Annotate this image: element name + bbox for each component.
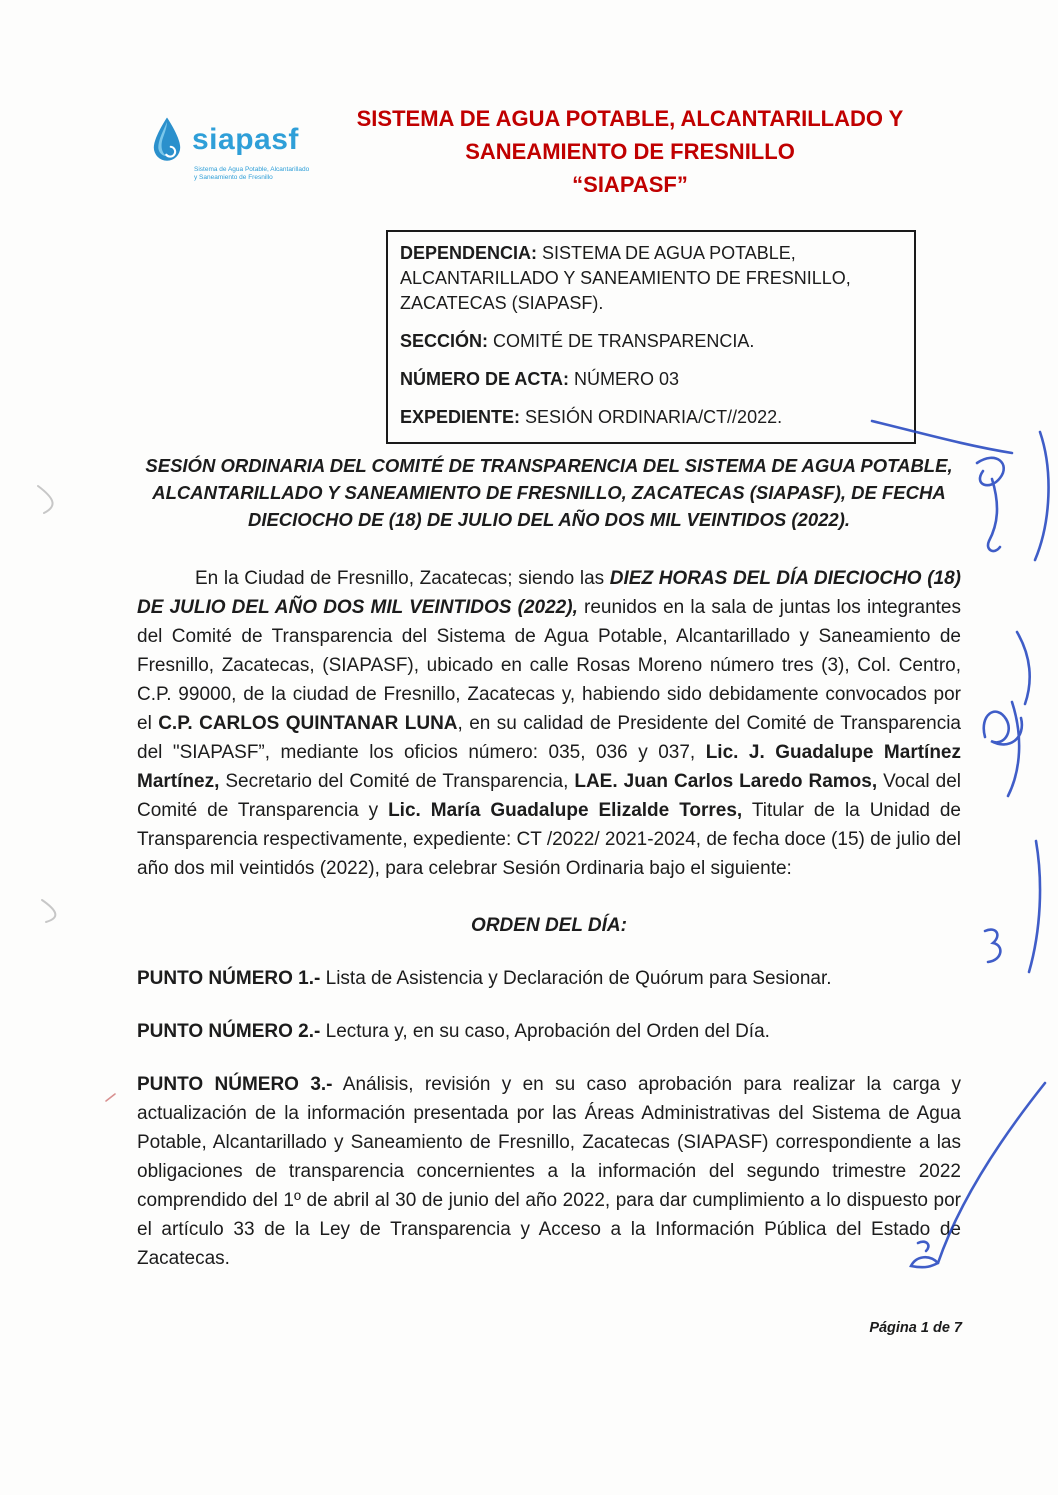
- agenda-item-1: [137, 964, 961, 993]
- field-label-expediente: EXPEDIENTE:: [400, 407, 521, 427]
- siapasf-logo: [148, 116, 338, 182]
- info-row-expediente: [400, 405, 902, 430]
- paragraph-run: Vocal del Comité de Transparencia y: [137, 771, 961, 821]
- logo-tagline-line2: y Saneamiento de Fresnillo: [194, 174, 273, 181]
- field-value-seccion: COMITÉ DE TRANSPARENCIA.: [488, 331, 755, 351]
- title-line-1: SISTEMA DE AGUA POTABLE, ALCANTARILLADO Y: [356, 106, 904, 131]
- paragraph-run-titular: Lic. María Guadalupe Elizalde Torres,: [388, 800, 743, 821]
- paragraph-run: , en su calidad de Presidente del Comité de Transparencia del "SIAPASF”, mediante los oficios número: 035, 036 y 037,: [137, 713, 961, 763]
- paragraph-run-secretario: Lic. J. Guadalupe Martínez Martínez,: [137, 742, 962, 792]
- agenda-item-2: [137, 1017, 961, 1046]
- page-number: Página 1 de 7: [869, 1320, 962, 1336]
- logo-tagline-line1: Sistema de Agua Potable, Alcantarillado: [194, 166, 310, 173]
- logo-wordmark: siapasf: [192, 123, 299, 156]
- title-line-2: SANEAMIENTO DE FRESNILLO: [465, 139, 795, 164]
- paragraph-run: Titular de la Unidad de Transparencia respectivamente, expediente: CT /2022/ 2021-2024, de fecha doce (15) de julio del año dos mil veintidós (2022), para celebrar Sesión Ordinaria bajo el siguiente:: [137, 800, 961, 879]
- document-title: [320, 102, 940, 201]
- session-heading: SESIÓN ORDINARIA DEL COMITÉ DE TRANSPARENCIA DEL SISTEMA DE AGUA POTABLE, ALCANTARILLADO Y SANEAMIENTO DE FRESNILLO, ZACATECAS (SIAPASF), DE FECHA DIECIOCHO DE (18) DE JULIO DEL AÑO DOS MIL VEINTIDOS (2022).: [145, 455, 953, 530]
- paragraph-run: Secretario del Comité de Transparencia,: [219, 771, 575, 792]
- field-value-expediente: SESIÓN ORDINARIA/CT//2022.: [520, 407, 783, 427]
- info-row-dependencia: [400, 241, 902, 316]
- logo-tagline: [194, 166, 338, 182]
- info-row-numero-acta: [400, 367, 902, 392]
- field-label-seccion: SECCIÓN:: [400, 331, 489, 351]
- paragraph-run: En la Ciudad de Fresnillo, Zacatecas; siendo las: [195, 568, 610, 589]
- agenda-item-3-text: Análisis, revisión y en su caso aprobación para realizar la carga y actualización de la información presentada por las Áreas Administrativas del Sistema de Agua Potable, Alcantarillado y Saneamiento de Fresnillo, Zacatecas (SIAPASF) correspondiente a las obligaciones de transparencia concernientes a la información del segundo trimestre 2022 comprendido del 1º de abril al 30 de junio del año 2022, para dar cumplimiento a lo dispuesto por el artículo 33 de la Ley de Transparencia y Acceso a la Información Pública del Estado de Zacatecas.: [137, 1074, 961, 1269]
- paragraph-run-vocal: LAE. Juan Carlos Laredo Ramos,: [574, 771, 878, 792]
- scan-artifacts: [38, 486, 55, 922]
- paragraph-run: reunidos en la sala de juntas los integrantes del Comité de Transparencia del Sistema de Agua Potable, Alcantarillado y Saneamiento de Fresnillo, Zacatecas, (SIAPASF), ubicado en calle Rosas Moreno número tres (3), Col. Centro, C.P. 99000, de la ciudad de Fresnillo, Zacatecas y, habiendo sido debidamente convocados por el: [137, 597, 961, 734]
- opening-paragraph: [137, 564, 961, 883]
- agenda-item-1-text: Lista de Asistencia y Declaración de Quórum para Sesionar.: [320, 968, 832, 989]
- orden-del-dia-heading: ORDEN DEL DÍA:: [471, 915, 627, 936]
- pen-tick-mark: [106, 1094, 115, 1101]
- title-line-3: “SIAPASF”: [572, 172, 688, 197]
- field-label-numero-acta: NÚMERO DE ACTA:: [400, 369, 569, 389]
- field-value-dependencia: SISTEMA DE AGUA POTABLE, ALCANTARILLADO Y SANEAMIENTO DE FRESNILLO, ZACATECAS (SIAPASF).: [400, 243, 851, 313]
- agenda-item-1-label: PUNTO NÚMERO 1.-: [137, 968, 321, 989]
- case-info-box: [386, 230, 916, 444]
- field-value-numero-acta: NÚMERO 03: [569, 369, 680, 389]
- agenda-item-3-label: PUNTO NÚMERO 3.-: [137, 1074, 333, 1095]
- document-body: [137, 452, 961, 1273]
- agenda-item-3: [137, 1070, 961, 1273]
- info-row-seccion: [400, 329, 902, 354]
- paragraph-run-datetime: DIEZ HORAS DEL DÍA DIECIOCHO (18) DE JULIO DEL AÑO DOS MIL VEINTIDOS (2022),: [137, 568, 962, 618]
- field-label-dependencia: DEPENDENCIA:: [400, 243, 538, 263]
- agenda-item-2-label: PUNTO NÚMERO 2.-: [137, 1021, 321, 1042]
- water-drop-icon: [148, 116, 186, 164]
- paragraph-run-presidente: C.P. CARLOS QUINTANAR LUNA: [158, 713, 458, 734]
- agenda-item-2-text: Lectura y, en su caso, Aprobación del Orden del Día.: [320, 1021, 770, 1042]
